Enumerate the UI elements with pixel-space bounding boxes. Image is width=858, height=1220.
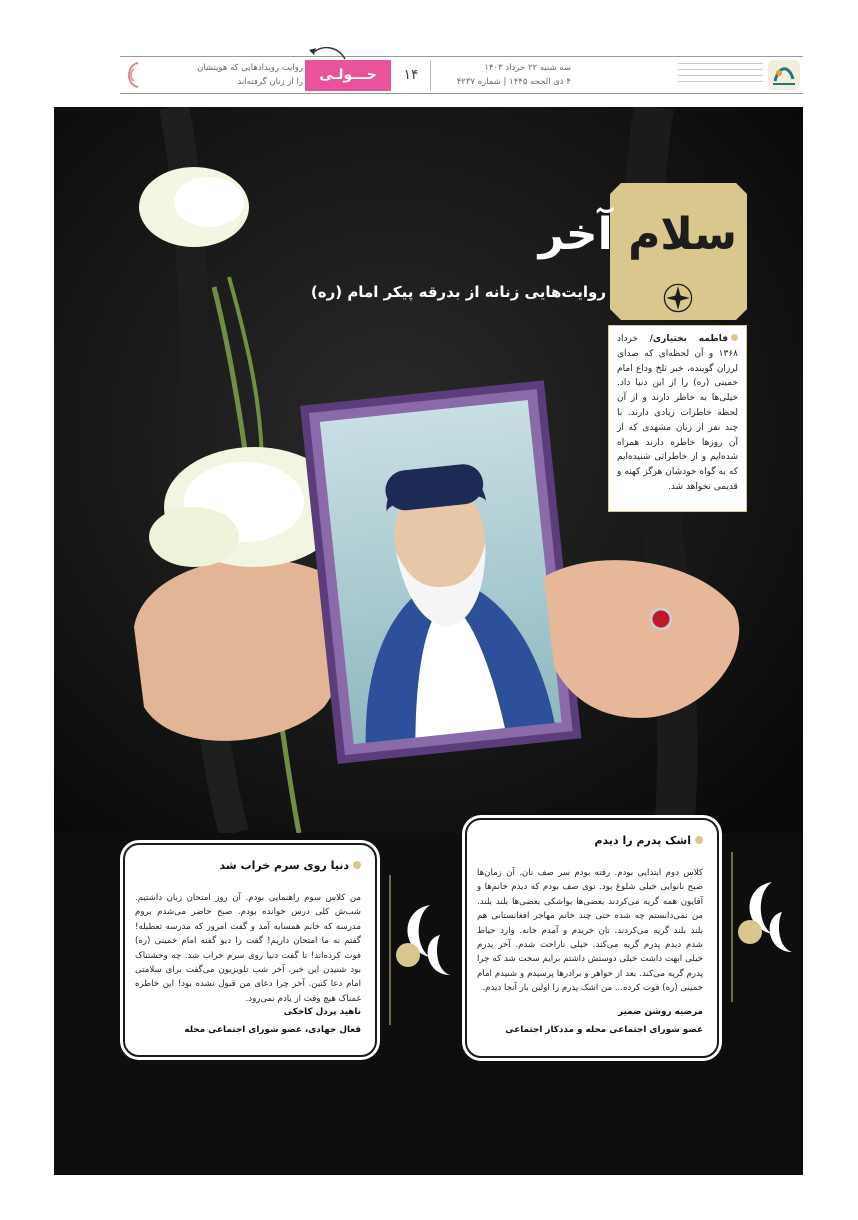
crescent-decoration bbox=[380, 875, 460, 1025]
title-part1: سلام bbox=[628, 209, 737, 260]
quote-title-text: دنیا روی سرم خراب شد bbox=[219, 859, 349, 872]
back-arrow-icon[interactable] bbox=[307, 43, 347, 61]
issue-line: ۴ ذی الحجه ۱۴۴۵ | شماره ۴۲۳۷ bbox=[456, 77, 571, 87]
feature-title bbox=[515, 200, 737, 270]
issue-date bbox=[441, 61, 571, 89]
feature-subtitle: روایت‌هایی زنانه از بدرقه پیکر امام (ره) bbox=[310, 283, 606, 301]
quote-author-role: عضو شورای اجتماعی محله و مددکار اجتماعی bbox=[505, 1025, 703, 1035]
quote-title bbox=[220, 859, 361, 872]
quote-title bbox=[594, 834, 703, 847]
crescent-decoration bbox=[722, 852, 802, 1002]
description-line: روایت رویدادهایی که هویتشان bbox=[197, 63, 303, 73]
quote-author-role: فعال جهادی، عضو شورای اجتماعی محله bbox=[184, 1025, 361, 1035]
section-label[interactable]: حـــولـی bbox=[305, 60, 391, 91]
quote-body: کلاس دوم ابتدایی بودم. رفته بودم سر صف نان. آن زمان‌ها صبح نانوایی خیلی شلوغ بود. توی صف بودم که دیدم خانم‌ها و آقایون همه گریه می‌کردند بعضی‌ها یواشکی بعضی‌ها بلند بلند. من نمی‌دانستم چه شده حتی چند خانم مهاجر افغانستانی هم بلند بلند گریه می‌کردند. نان خریدم و آمدم خانه. وارد حیاط شدم دیدم پدرم گریه می‌کند. خیلی ناراحت شدم. آخر پدرم خیلی ابهت داشت خیلی دوستش داشتم برایم سخت شد که چرا پدرم گریه می‌کند. بعد از خواهر و برادرها پرسیدم و شنیدم امام خمینی (ره) فوت کرده... من اشک پدرم را اولین بار آنجا دیدم. bbox=[477, 868, 703, 994]
quote-author: ناهید پردل کاخکی bbox=[283, 1007, 361, 1017]
rosette-icon bbox=[659, 281, 697, 315]
date-line: سه شنبه ۲۲ خرداد ۱۴۰۳ bbox=[484, 63, 571, 73]
title-part2: آخر bbox=[538, 209, 613, 260]
intro-text: خرداد ۱۳۶۸ و آن لحظه‌ای که صدای لرزان گوینده، خبر تلخ وداع امام خمینی (ره) را از این دنیا داد. خیلی‌ها به خاطر دارند و از آن لحظه خاطرات زیادی دارند. با چند نفر از زنان مشهدی که از آن روزها خاطره دارند همراه شده‌ایم و از خاطراتی شنیده‌ایم که به گواه خودشان هرگز کهنه و قدیمی نخواهد شد. bbox=[617, 334, 738, 492]
quote-body: من کلاس سوم راهنمایی بودم. آن روز امتحان زبان داشتیم. شب‌ش کلی درس خوانده بودم. صبح حاضر می‌شدم بروم مدرسه که خانم همسایه آمد و گفت امروز که مدرسه تعطیله! گفتم نه ما امتحان داریم! گفت را دیو گفته امام خمینی (ره) فوت کرده‌اند! تا گفت دنیا روی سرم خراب شد. چه وحشتناک بود شنیدن این خبر. آخر شب تلویزیون می‌گفت برای سلامتی امام دعا کنین. آخر چرا دعای من قبول نشده بود! این خاطره غمناک هیچ وقت از یادم نمی‌رود. bbox=[135, 893, 361, 1004]
page-number: ۱۴ bbox=[403, 67, 419, 83]
bullet-dot bbox=[695, 836, 703, 844]
quote-card bbox=[123, 843, 377, 1057]
quote-card bbox=[465, 818, 719, 1058]
page-header bbox=[120, 56, 803, 94]
quote-author: مرضیه روشن ضمیر bbox=[617, 1007, 703, 1017]
header-rule-lines bbox=[678, 63, 763, 87]
intro-box bbox=[608, 325, 747, 512]
section-description bbox=[173, 61, 303, 89]
intro-author: فاطمه بختیاری/ bbox=[649, 334, 728, 344]
newspaper-logo bbox=[767, 59, 801, 91]
section-icon bbox=[122, 59, 144, 91]
description-line: را از زنان گرفته‌اند bbox=[237, 77, 303, 87]
bullet-dot bbox=[731, 334, 738, 341]
quote-title-text: اشک پدرم را دیدم bbox=[594, 834, 691, 847]
bullet-dot bbox=[353, 861, 361, 869]
